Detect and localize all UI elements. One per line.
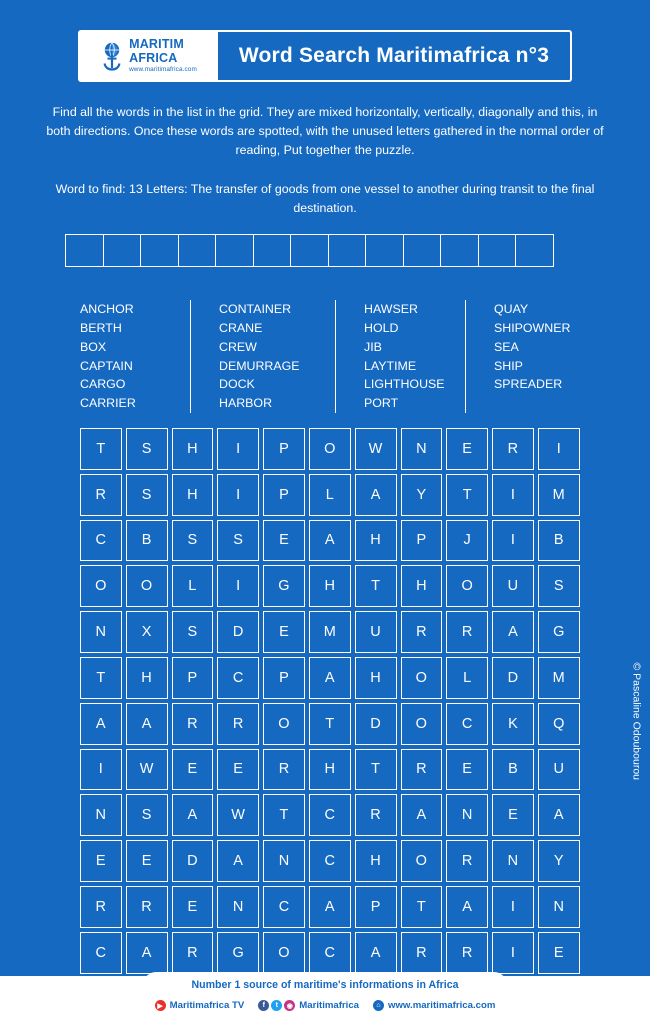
grid-cell[interactable]: A — [126, 932, 168, 974]
grid-cell[interactable]: R — [401, 932, 443, 974]
grid-cell[interactable]: E — [538, 932, 580, 974]
grid-cell[interactable]: Y — [401, 474, 443, 516]
grid-cell[interactable]: A — [217, 840, 259, 882]
grid-cell[interactable]: S — [126, 428, 168, 470]
grid-cell[interactable]: I — [538, 428, 580, 470]
logo-line-2: AFRICA — [129, 50, 178, 65]
grid-cell[interactable]: O — [401, 657, 443, 699]
word-list-item: HARBOR — [219, 396, 273, 411]
credit-text: © Pascaline Odoubourou — [630, 662, 642, 780]
grid-cell[interactable]: E — [172, 886, 214, 928]
grid-cell[interactable]: H — [309, 565, 351, 607]
grid-cell[interactable]: A — [538, 794, 580, 836]
grid-cell[interactable]: E — [446, 428, 488, 470]
grid-cell[interactable]: I — [217, 428, 259, 470]
grid-cell[interactable]: D — [172, 840, 214, 882]
grid-cell[interactable]: C — [80, 932, 122, 974]
globe-icon: ⌂ — [373, 1000, 384, 1011]
grid-cell[interactable]: G — [263, 565, 305, 607]
grid-cell[interactable]: R — [492, 428, 534, 470]
grid-cell[interactable]: C — [217, 657, 259, 699]
grid-cell[interactable]: O — [126, 565, 168, 607]
grid-cell[interactable]: A — [446, 886, 488, 928]
grid-cell[interactable]: N — [492, 840, 534, 882]
grid-cell[interactable]: O — [263, 932, 305, 974]
word-list-item: CARGO — [80, 377, 126, 392]
grid-cell[interactable]: R — [263, 749, 305, 791]
instagram-icon[interactable]: ◉ — [284, 1000, 295, 1011]
grid-cell[interactable]: N — [263, 840, 305, 882]
page-title: Word Search Maritimafrica n°3 — [238, 44, 550, 67]
answer-cell[interactable] — [215, 234, 254, 267]
grid-cell[interactable]: T — [401, 886, 443, 928]
word-list-item: HOLD — [364, 320, 399, 335]
grid-cell[interactable]: N — [446, 794, 488, 836]
grid-cell[interactable]: I — [217, 565, 259, 607]
title-container — [218, 30, 572, 82]
twitter-icon[interactable]: t — [271, 1000, 282, 1011]
word-list-item: BOX — [80, 339, 107, 354]
grid-cell[interactable]: L — [446, 657, 488, 699]
grid-cell[interactable]: S — [217, 520, 259, 562]
grid-cell[interactable]: E — [172, 749, 214, 791]
grid-cell[interactable]: T — [446, 474, 488, 516]
answer-cell[interactable] — [290, 234, 329, 267]
grid-cell[interactable]: M — [538, 474, 580, 516]
word-list-item: LAYTIME — [364, 358, 417, 373]
grid-cell[interactable]: R — [446, 840, 488, 882]
grid-cell[interactable]: N — [80, 611, 122, 653]
grid-cell[interactable]: U — [492, 565, 534, 607]
grid-cell[interactable]: G — [538, 611, 580, 653]
grid-cell[interactable]: N — [401, 428, 443, 470]
grid-cell[interactable]: B — [126, 520, 168, 562]
grid-cell[interactable]: H — [309, 749, 351, 791]
word-list-column — [335, 300, 465, 413]
answer-cell[interactable] — [365, 234, 404, 267]
answer-cell[interactable] — [253, 234, 292, 267]
grid-cell[interactable]: S — [126, 474, 168, 516]
answer-cell[interactable] — [65, 234, 104, 267]
grid-cell[interactable]: I — [217, 474, 259, 516]
grid-cell[interactable]: P — [263, 657, 305, 699]
word-list-item: CARRIER — [80, 396, 136, 411]
grid-cell[interactable]: I — [492, 886, 534, 928]
footer-link-website-label: www.maritimafrica.com — [388, 1000, 496, 1011]
grid-cell[interactable]: O — [446, 565, 488, 607]
grid-cell[interactable]: L — [309, 474, 351, 516]
grid-cell[interactable]: H — [172, 428, 214, 470]
grid-cell[interactable]: Q — [538, 703, 580, 745]
grid-cell[interactable]: W — [217, 794, 259, 836]
word-list-item: SHIPOWNER — [494, 320, 571, 335]
grid-cell[interactable]: D — [492, 657, 534, 699]
grid-cell[interactable]: P — [263, 474, 305, 516]
grid-cell[interactable]: C — [309, 794, 351, 836]
grid-cell[interactable]: E — [263, 520, 305, 562]
grid-cell[interactable]: S — [538, 565, 580, 607]
word-list-column — [80, 300, 190, 413]
word-list-item: SEA — [494, 339, 519, 354]
grid-cell[interactable]: B — [538, 520, 580, 562]
word-list-item: HAWSER — [364, 302, 418, 316]
grid-cell[interactable]: R — [126, 886, 168, 928]
word-to-find-text: Word to find: 13 Letters: The transfer of goods from one vessel to another during transit to the final destination. — [55, 182, 595, 216]
grid-cell[interactable]: T — [80, 657, 122, 699]
grid-cell[interactable]: E — [492, 794, 534, 836]
logo — [78, 30, 218, 82]
grid-cell[interactable]: A — [401, 794, 443, 836]
grid-cell[interactable]: T — [80, 428, 122, 470]
grid-cell[interactable]: R — [217, 703, 259, 745]
grid-cell[interactable]: N — [80, 794, 122, 836]
answer-cell[interactable] — [478, 234, 517, 267]
grid-cell[interactable]: I — [80, 749, 122, 791]
youtube-icon: ▶ — [155, 1000, 166, 1011]
grid-cell[interactable]: D — [217, 611, 259, 653]
grid-cell[interactable]: D — [355, 703, 397, 745]
grid-cell[interactable]: C — [80, 520, 122, 562]
grid-cell[interactable]: E — [126, 840, 168, 882]
grid-cell[interactable]: A — [80, 703, 122, 745]
facebook-icon[interactable]: f — [258, 1000, 269, 1011]
grid-cell[interactable]: C — [446, 703, 488, 745]
answer-cell[interactable] — [178, 234, 217, 267]
instructions-text: Find all the words in the list in the grid. They are mixed horizontally, vertically, diagonally and this, in both directions. Once these words are spotted, with the unused letters gathered in the normal order of reading, Put together the puzzle. — [46, 105, 604, 158]
grid-cell[interactable]: A — [355, 474, 397, 516]
grid-cell[interactable]: A — [172, 794, 214, 836]
footer-link-social[interactable] — [258, 1000, 359, 1011]
grid-cell[interactable]: P — [401, 520, 443, 562]
footer-links — [0, 1000, 650, 1011]
grid-cell[interactable]: U — [355, 611, 397, 653]
answer-cell[interactable] — [515, 234, 554, 267]
grid-cell[interactable]: K — [492, 703, 534, 745]
word-list-item: DEMURRAGE — [219, 358, 300, 373]
grid-cell[interactable]: T — [309, 703, 351, 745]
grid-cell[interactable]: H — [355, 520, 397, 562]
anchor-globe-icon — [99, 41, 125, 71]
grid-cell[interactable]: C — [309, 932, 351, 974]
word-list-item: CRANE — [219, 320, 263, 335]
word-list-column — [465, 300, 572, 413]
footer-link-website[interactable] — [373, 1000, 495, 1011]
grid-cell[interactable]: O — [401, 703, 443, 745]
grid-cell[interactable]: U — [538, 749, 580, 791]
word-list-item: CREW — [219, 339, 257, 354]
grid-cell[interactable]: I — [492, 474, 534, 516]
grid-cell[interactable]: C — [263, 886, 305, 928]
footer-link-social-label: Maritimafrica — [299, 1000, 359, 1011]
grid-cell[interactable]: P — [263, 428, 305, 470]
word-list-item: DOCK — [219, 377, 255, 392]
word-list — [80, 300, 572, 413]
answer-boxes — [65, 234, 553, 267]
grid-cell[interactable]: I — [492, 932, 534, 974]
grid-cell[interactable]: A — [309, 520, 351, 562]
footer-tagline: Number 1 source of maritime's informations in Africa — [191, 979, 459, 991]
grid-cell[interactable]: R — [401, 611, 443, 653]
grid-cell[interactable]: O — [309, 428, 351, 470]
letter-grid — [80, 428, 580, 974]
grid-cell[interactable]: A — [492, 611, 534, 653]
answer-cell[interactable] — [403, 234, 442, 267]
grid-cell[interactable]: M — [538, 657, 580, 699]
grid-cell[interactable]: T — [355, 565, 397, 607]
grid-cell[interactable]: O — [401, 840, 443, 882]
grid-cell[interactable]: A — [309, 657, 351, 699]
logo-line-1: MARITIM — [129, 37, 184, 52]
answer-cell[interactable] — [140, 234, 179, 267]
grid-cell[interactable]: R — [172, 932, 214, 974]
grid-cell[interactable]: O — [263, 703, 305, 745]
logo-website: www.maritimafrica.com — [129, 66, 197, 74]
grid-cell[interactable]: P — [355, 886, 397, 928]
grid-cell[interactable]: S — [126, 794, 168, 836]
word-list-item: PORT — [364, 396, 399, 411]
grid-cell[interactable]: R — [446, 932, 488, 974]
grid-cell[interactable]: E — [80, 840, 122, 882]
grid-cell[interactable]: R — [80, 474, 122, 516]
grid-cell[interactable]: B — [492, 749, 534, 791]
grid-cell[interactable]: R — [446, 611, 488, 653]
answer-cell[interactable] — [103, 234, 142, 267]
grid-cell[interactable]: R — [80, 886, 122, 928]
word-list-item: BERTH — [80, 320, 122, 335]
header — [78, 30, 572, 82]
grid-cell[interactable]: S — [172, 520, 214, 562]
grid-cell[interactable]: E — [263, 611, 305, 653]
grid-cell[interactable]: N — [217, 886, 259, 928]
word-list-item: JIB — [364, 339, 382, 354]
grid-cell[interactable]: W — [355, 428, 397, 470]
grid-cell[interactable]: T — [263, 794, 305, 836]
grid-cell[interactable]: R — [355, 794, 397, 836]
grid-cell[interactable]: W — [126, 749, 168, 791]
grid-cell[interactable]: L — [172, 565, 214, 607]
grid-cell[interactable]: X — [126, 611, 168, 653]
word-list-item: SHIP — [494, 358, 523, 373]
grid-cell[interactable]: T — [355, 749, 397, 791]
word-list-item: QUAY — [494, 302, 529, 316]
word-list-item: LIGHTHOUSE — [364, 377, 445, 392]
footer-link-tv[interactable] — [155, 1000, 245, 1011]
word-list-item: CAPTAIN — [80, 358, 133, 373]
answer-cell[interactable] — [328, 234, 367, 267]
grid-cell[interactable]: R — [401, 749, 443, 791]
word-list-item: CONTAINER — [219, 302, 292, 316]
answer-cell[interactable] — [440, 234, 479, 267]
grid-cell[interactable]: R — [172, 703, 214, 745]
grid-cell[interactable]: H — [172, 474, 214, 516]
social-icons — [258, 1000, 295, 1011]
word-list-item: SPREADER — [494, 377, 563, 392]
grid-cell[interactable]: J — [446, 520, 488, 562]
grid-cell[interactable]: A — [126, 703, 168, 745]
grid-cell[interactable]: O — [80, 565, 122, 607]
word-list-item: ANCHOR — [80, 302, 134, 316]
grid-cell[interactable]: E — [217, 749, 259, 791]
footer-link-tv-label: Maritimafrica TV — [169, 1000, 245, 1011]
grid-cell[interactable]: A — [309, 886, 351, 928]
grid-cell[interactable]: S — [172, 611, 214, 653]
grid-cell[interactable]: E — [446, 749, 488, 791]
grid-cell[interactable]: M — [309, 611, 351, 653]
grid-cell[interactable]: G — [217, 932, 259, 974]
grid-cell[interactable]: H — [355, 657, 397, 699]
grid-cell[interactable]: Y — [538, 840, 580, 882]
grid-cell[interactable]: H — [355, 840, 397, 882]
grid-cell[interactable]: H — [401, 565, 443, 607]
grid-cell[interactable]: P — [172, 657, 214, 699]
grid-cell[interactable]: H — [126, 657, 168, 699]
grid-cell[interactable]: A — [355, 932, 397, 974]
grid-cell[interactable]: I — [492, 520, 534, 562]
grid-cell[interactable]: C — [309, 840, 351, 882]
grid-cell[interactable]: N — [538, 886, 580, 928]
word-list-column — [190, 300, 335, 413]
